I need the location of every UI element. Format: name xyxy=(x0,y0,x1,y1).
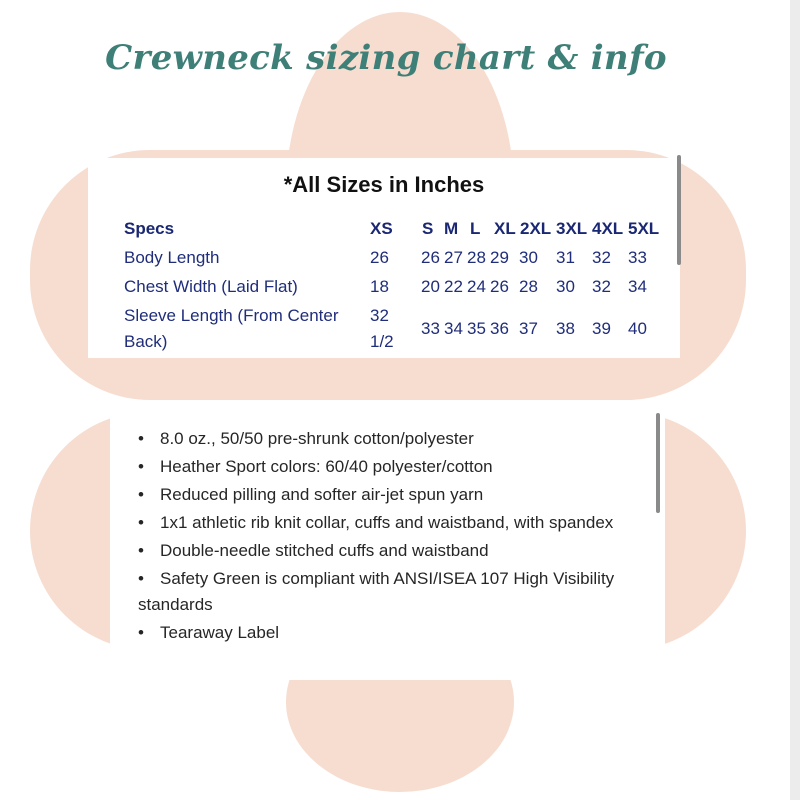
bullet-icon: • xyxy=(138,541,144,560)
bullet-icon: • xyxy=(138,485,144,504)
list-item: • 1x1 athletic rib knit collar, cuffs and waistband, with spandex xyxy=(138,510,648,536)
table-cell: 34 xyxy=(444,319,463,338)
size-chart-scrollbar[interactable] xyxy=(677,155,681,265)
bullet-icon: • xyxy=(138,429,144,448)
table-cell: 28 xyxy=(467,248,486,267)
features-list xyxy=(138,426,648,648)
size-header-5xl: 5XL xyxy=(628,219,660,238)
size-header-xs: XS xyxy=(370,219,393,238)
table-cell: 18 xyxy=(370,277,389,296)
bullet-icon: • xyxy=(138,569,144,588)
row-label-chest-width: Chest Width (Laid Flat) xyxy=(124,277,298,296)
table-cell: 22 xyxy=(444,277,463,296)
table-cell: 29 xyxy=(490,248,509,267)
table-cell: 26 xyxy=(490,277,509,296)
size-header-l: L xyxy=(470,219,481,238)
bullet-icon: • xyxy=(138,623,144,642)
list-item: • Double-needle stitched cuffs and waistband xyxy=(138,538,648,564)
page-title: Crewneck sizing chart & info xyxy=(105,38,667,78)
features-card xyxy=(110,412,665,680)
bullet-icon: • xyxy=(138,457,144,476)
table-cell: 32 xyxy=(370,306,389,325)
list-item: • Safety Green is compliant with ANSI/ISEA 107 High Visibility standards xyxy=(138,566,648,618)
size-header-2xl: 2XL xyxy=(520,219,552,238)
size-header-m: M xyxy=(444,219,459,238)
table-cell: 39 xyxy=(592,319,611,338)
size-header-4xl: 4XL xyxy=(592,219,624,238)
size-header-3xl: 3XL xyxy=(556,219,588,238)
features-scrollbar[interactable] xyxy=(656,413,660,513)
list-item: • Reduced pilling and softer air-jet spun yarn xyxy=(138,482,648,508)
list-item: • 8.0 oz., 50/50 pre-shrunk cotton/polyester xyxy=(138,426,648,452)
table-cell: 34 xyxy=(628,277,647,296)
table-cell: 20 xyxy=(421,277,440,296)
table-cell: 32 xyxy=(592,277,611,296)
table-cell: 40 xyxy=(628,319,647,338)
table-cell: 33 xyxy=(628,248,647,267)
row-label-sleeve-length-cont: Back) xyxy=(124,332,168,351)
table-cell: 28 xyxy=(519,277,538,296)
page-edge-strip xyxy=(790,0,800,800)
table-cell: 33 xyxy=(421,319,440,338)
row-label-body-length: Body Length xyxy=(124,248,220,267)
specs-header: Specs xyxy=(124,219,175,238)
table-cell: 26 xyxy=(421,248,440,267)
table-cell: 24 xyxy=(467,277,486,296)
table-cell: 31 xyxy=(556,248,575,267)
bullet-icon: • xyxy=(138,513,144,532)
table-cell: 27 xyxy=(444,248,463,267)
size-header-xl: XL xyxy=(494,219,516,238)
row-label-sleeve-length: Sleeve Length (From Center xyxy=(124,306,339,325)
list-item: • Heather Sport colors: 60/40 polyester/cotton xyxy=(138,454,648,480)
size-header-s: S xyxy=(422,219,434,238)
table-cell: 35 xyxy=(467,319,486,338)
table-cell: 37 xyxy=(519,319,538,338)
table-cell: 38 xyxy=(556,319,575,338)
size-chart-heading: *All Sizes in Inches xyxy=(283,172,485,197)
table-cell: 32 xyxy=(592,248,611,267)
table-cell: 1/2 xyxy=(370,332,394,351)
table-cell: 30 xyxy=(556,277,575,296)
list-item: • Tearaway Label xyxy=(138,620,648,646)
table-cell: 36 xyxy=(490,319,509,338)
table-cell: 26 xyxy=(370,248,389,267)
table-cell: 30 xyxy=(519,248,538,267)
size-chart-card xyxy=(88,158,680,358)
